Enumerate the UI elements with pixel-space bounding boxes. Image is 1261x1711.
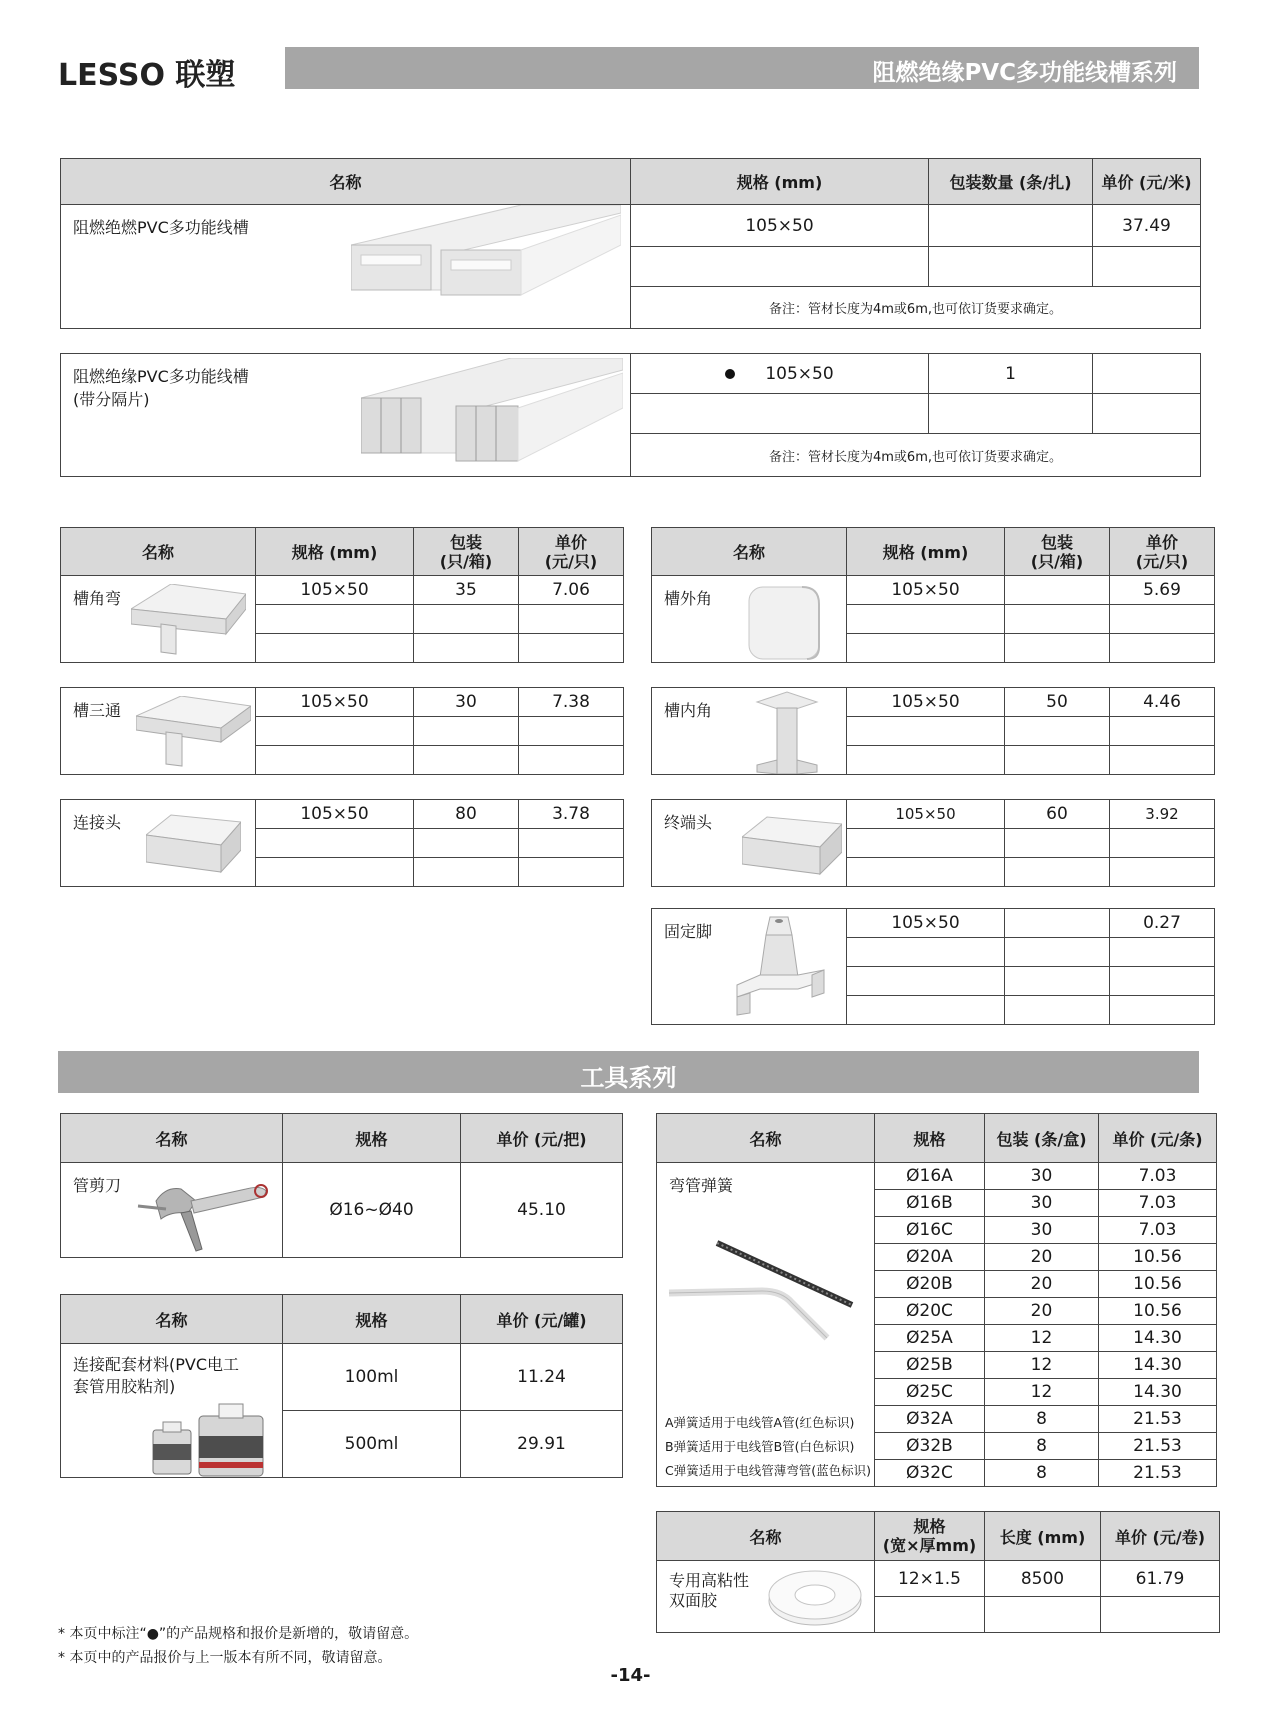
- fitting-name: 槽外角: [664, 589, 713, 608]
- price-cell: 7.03: [1099, 1217, 1217, 1244]
- spec-cell: 105×50: [256, 688, 414, 717]
- spec-cell: 105×50: [847, 909, 1005, 938]
- col-header-name: 名称: [657, 1114, 875, 1163]
- fitting-mounting-foot-table: [651, 908, 1215, 1025]
- fitting-name: 槽内角: [664, 701, 713, 720]
- pack-cell: [1005, 909, 1110, 938]
- fitting-name-cell: [652, 800, 847, 887]
- spec-cell: 105×50: [256, 800, 414, 829]
- spring-note-b: B弹簧适用于电线管B管(白色标识): [665, 1439, 855, 1454]
- col-header-price: 单价 (元/卷): [1101, 1512, 1220, 1561]
- tool-name-cell: [657, 1163, 875, 1487]
- fitting-name-cell: [652, 688, 847, 775]
- tool-name: 管剪刀: [73, 1176, 122, 1195]
- col-header-spec: 规格: [283, 1295, 461, 1344]
- tool-subname: 套管用胶粘剂): [73, 1377, 176, 1396]
- spec-cell: Ø16~Ø40: [283, 1163, 461, 1258]
- price-cell: 7.03: [1099, 1163, 1217, 1190]
- pack-cell: 20: [985, 1271, 1099, 1298]
- spec-cell: 105×50: [631, 354, 929, 394]
- price-cell: 37.49: [1093, 205, 1201, 247]
- col-header-length: 长度 (mm): [985, 1512, 1101, 1561]
- col-header-price: 单价 (元/把): [461, 1114, 623, 1163]
- price-cell: 0.27: [1110, 909, 1215, 938]
- fitting-elbow-table: [60, 575, 624, 663]
- footer-note-new-items: * 本页中标注“●”的产品规格和报价是新增的，敬请留意。: [58, 1626, 419, 1642]
- fitting-external-corner-table: [651, 575, 1215, 663]
- col-header-pack: 包装 (只/箱): [1005, 528, 1110, 576]
- glue-can-image: [151, 1402, 266, 1478]
- price-cell: 10.56: [1099, 1271, 1217, 1298]
- price-cell: 7.06: [519, 576, 624, 605]
- col-header-spec: 规格 (mm): [631, 159, 929, 205]
- price-cell: 14.30: [1099, 1379, 1217, 1406]
- col-header-price: 单价 (元/罐): [461, 1295, 623, 1344]
- bending-spring-table: [656, 1113, 1217, 1487]
- fitting-name-cell: [61, 688, 256, 775]
- col-header-qty: 包装数量 (条/扎): [929, 159, 1093, 205]
- price-cell: 21.53: [1099, 1433, 1217, 1460]
- spec-cell: Ø32C: [875, 1460, 985, 1487]
- price-cell: 7.38: [519, 688, 624, 717]
- pack-cell: 60: [1005, 800, 1110, 829]
- fitting-end-cap-table: [651, 799, 1215, 887]
- price-cell: 45.10: [461, 1163, 623, 1258]
- new-item-marker: [725, 369, 735, 379]
- pack-cell: 12: [985, 1379, 1099, 1406]
- fitting-name: 槽三通: [73, 701, 122, 720]
- spec-cell: 105×50: [631, 205, 929, 247]
- price-cell: 21.53: [1099, 1406, 1217, 1433]
- note-text: 备注：管材长度为4m或6m,也可依订货要求确定。: [631, 287, 1201, 329]
- title-bar: [285, 47, 1199, 89]
- qty-cell: [929, 205, 1093, 247]
- col-header-name: 名称: [61, 159, 631, 205]
- spec-cell: Ø16A: [875, 1163, 985, 1190]
- tool-name-cell: [657, 1561, 875, 1633]
- spec-cell: Ø25A: [875, 1325, 985, 1352]
- spec-cell: Ø20A: [875, 1244, 985, 1271]
- tape-roll-image: [765, 1567, 865, 1629]
- col-header-spec: 规格: [283, 1114, 461, 1163]
- col-header-pack: 包装 (条/盒): [985, 1114, 1099, 1163]
- fitting-internal-corner-table: [651, 687, 1215, 775]
- price-cell: 21.53: [1099, 1460, 1217, 1487]
- spec-cell: 12×1.5: [875, 1561, 985, 1597]
- footer-note-price-change: * 本页中的产品报价与上一版本有所不同，敬请留意。: [58, 1650, 392, 1666]
- tool-name-cell: [61, 1344, 283, 1478]
- trunking-table: [60, 158, 1201, 329]
- fitting-name-cell: [61, 576, 256, 663]
- price-cell: 61.79: [1101, 1561, 1220, 1597]
- pack-cell: 12: [985, 1352, 1099, 1379]
- price-cell: 7.03: [1099, 1190, 1217, 1217]
- length-cell: 8500: [985, 1561, 1101, 1597]
- pack-cell: 30: [985, 1190, 1099, 1217]
- tool-name: 连接配套材料(PVC电工: [73, 1355, 240, 1374]
- fittings-right-header: [651, 527, 1215, 576]
- trunking-image: [351, 205, 621, 305]
- end-cap-image: [742, 812, 842, 882]
- col-header-spec: 规格: [875, 1114, 985, 1163]
- glue-table: [60, 1294, 623, 1478]
- pack-cell: 8: [985, 1460, 1099, 1487]
- pack-cell: 35: [414, 576, 519, 605]
- col-header-name: 名称: [61, 528, 256, 576]
- pipe-cutter-image: [136, 1171, 276, 1256]
- fitting-coupler-table: [60, 799, 624, 887]
- pack-cell: 20: [985, 1298, 1099, 1325]
- tool-subname: 双面胶: [669, 1591, 718, 1610]
- tape-table: [656, 1511, 1220, 1633]
- col-header-price: 单价 (元/条): [1099, 1114, 1217, 1163]
- fitting-tee-table: [60, 687, 624, 775]
- tee-image: [136, 696, 251, 771]
- trunking-divider-table: [60, 353, 1201, 477]
- pack-cell: 8: [985, 1433, 1099, 1460]
- coupler-image: [146, 810, 241, 880]
- bending-spring-image: [667, 1233, 862, 1343]
- pack-cell: 12: [985, 1325, 1099, 1352]
- note-text: 备注：管材长度为4m或6m,也可依订货要求确定。: [631, 434, 1201, 477]
- col-header-name: 名称: [61, 1295, 283, 1344]
- spec-cell: 105×50: [847, 688, 1005, 717]
- tool-name: 专用高粘性: [669, 1571, 750, 1590]
- qty-cell: 1: [929, 354, 1093, 394]
- price-cell: 10.56: [1099, 1244, 1217, 1271]
- price-cell: 3.92: [1110, 800, 1215, 829]
- pack-cell: 8: [985, 1406, 1099, 1433]
- section-title: 工具系列: [580, 1064, 677, 1092]
- elbow-image: [131, 584, 246, 659]
- col-header-price: 单价 (元/米): [1093, 159, 1201, 205]
- price-cell: 14.30: [1099, 1352, 1217, 1379]
- fittings-left-header: [60, 527, 624, 576]
- pack-cell: 30: [985, 1163, 1099, 1190]
- col-header-name: 名称: [657, 1512, 875, 1561]
- spring-note-c: C弹簧适用于电线管薄弯管(蓝色标识): [665, 1463, 871, 1478]
- fitting-name: 槽角弯: [73, 589, 122, 608]
- pack-cell: 80: [414, 800, 519, 829]
- spec-cell: 500ml: [283, 1411, 461, 1478]
- spec-cell: Ø20B: [875, 1271, 985, 1298]
- pack-cell: [1005, 576, 1110, 605]
- divided-trunking-image: [361, 358, 623, 468]
- fitting-name-cell: [652, 909, 847, 1025]
- product-subname: (带分隔片): [73, 390, 150, 409]
- spec-cell: Ø25C: [875, 1379, 985, 1406]
- page-number: -14-: [610, 1665, 651, 1686]
- price-cell: 5.69: [1110, 576, 1215, 605]
- spec-cell: 105×50: [847, 576, 1005, 605]
- pack-cell: 20: [985, 1244, 1099, 1271]
- price-cell: 3.78: [519, 800, 624, 829]
- spec-cell: Ø25B: [875, 1352, 985, 1379]
- col-header-spec: 规格 (宽×厚mm): [875, 1512, 985, 1561]
- fitting-name: 终端头: [664, 813, 713, 832]
- pack-cell: 30: [414, 688, 519, 717]
- spec-cell: 105×50: [256, 576, 414, 605]
- col-header-name: 名称: [652, 528, 847, 576]
- spec-cell: 105×50: [847, 800, 1005, 829]
- col-header-pack: 包装 (只/箱): [414, 528, 519, 576]
- spec-cell: Ø32A: [875, 1406, 985, 1433]
- product-name-cell: [61, 354, 631, 477]
- col-header-price: 单价 (元/只): [519, 528, 624, 576]
- pack-cell: 30: [985, 1217, 1099, 1244]
- spring-notes: [665, 1411, 871, 1483]
- mounting-foot-image: [732, 915, 832, 1019]
- spec-cell: Ø32B: [875, 1433, 985, 1460]
- spec-cell: Ø16B: [875, 1190, 985, 1217]
- spec-cell: Ø16C: [875, 1217, 985, 1244]
- spec-cell: 100ml: [283, 1344, 461, 1411]
- price-cell: 29.91: [461, 1411, 623, 1478]
- tool-name: 弯管弹簧: [669, 1176, 734, 1195]
- fitting-name-cell: [61, 800, 256, 887]
- price-cell: 11.24: [461, 1344, 623, 1411]
- tools-section-bar: [58, 1051, 1199, 1093]
- spring-note-a: A弹簧适用于电线管A管(红色标识): [665, 1415, 855, 1430]
- product-name: 阻燃绝燃PVC多功能线槽: [73, 218, 249, 237]
- col-header-name: 名称: [61, 1114, 283, 1163]
- tool-name-cell: [61, 1163, 283, 1258]
- product-name-cell: [61, 205, 631, 329]
- brand-logo: LESSO 联塑: [58, 58, 236, 93]
- price-cell: 10.56: [1099, 1298, 1217, 1325]
- page-title: 阻燃绝缘PVC多功能线槽系列: [872, 60, 1177, 86]
- price-cell: [1093, 354, 1201, 394]
- fitting-name: 连接头: [73, 813, 122, 832]
- fitting-name-cell: [652, 576, 847, 663]
- footer-notes: [58, 1622, 418, 1670]
- spec-cell: Ø20C: [875, 1298, 985, 1325]
- fitting-name: 固定脚: [664, 922, 713, 941]
- pipe-cutter-table: [60, 1113, 623, 1258]
- pack-cell: 50: [1005, 688, 1110, 717]
- price-cell: 4.46: [1110, 688, 1215, 717]
- product-name: 阻燃绝缘PVC多功能线槽: [73, 367, 249, 386]
- internal-corner-image: [752, 690, 822, 774]
- col-header-price: 单价 (元/只): [1110, 528, 1215, 576]
- col-header-spec: 规格 (mm): [847, 528, 1005, 576]
- external-corner-image: [747, 582, 822, 662]
- col-header-spec: 规格 (mm): [256, 528, 414, 576]
- price-cell: 14.30: [1099, 1325, 1217, 1352]
